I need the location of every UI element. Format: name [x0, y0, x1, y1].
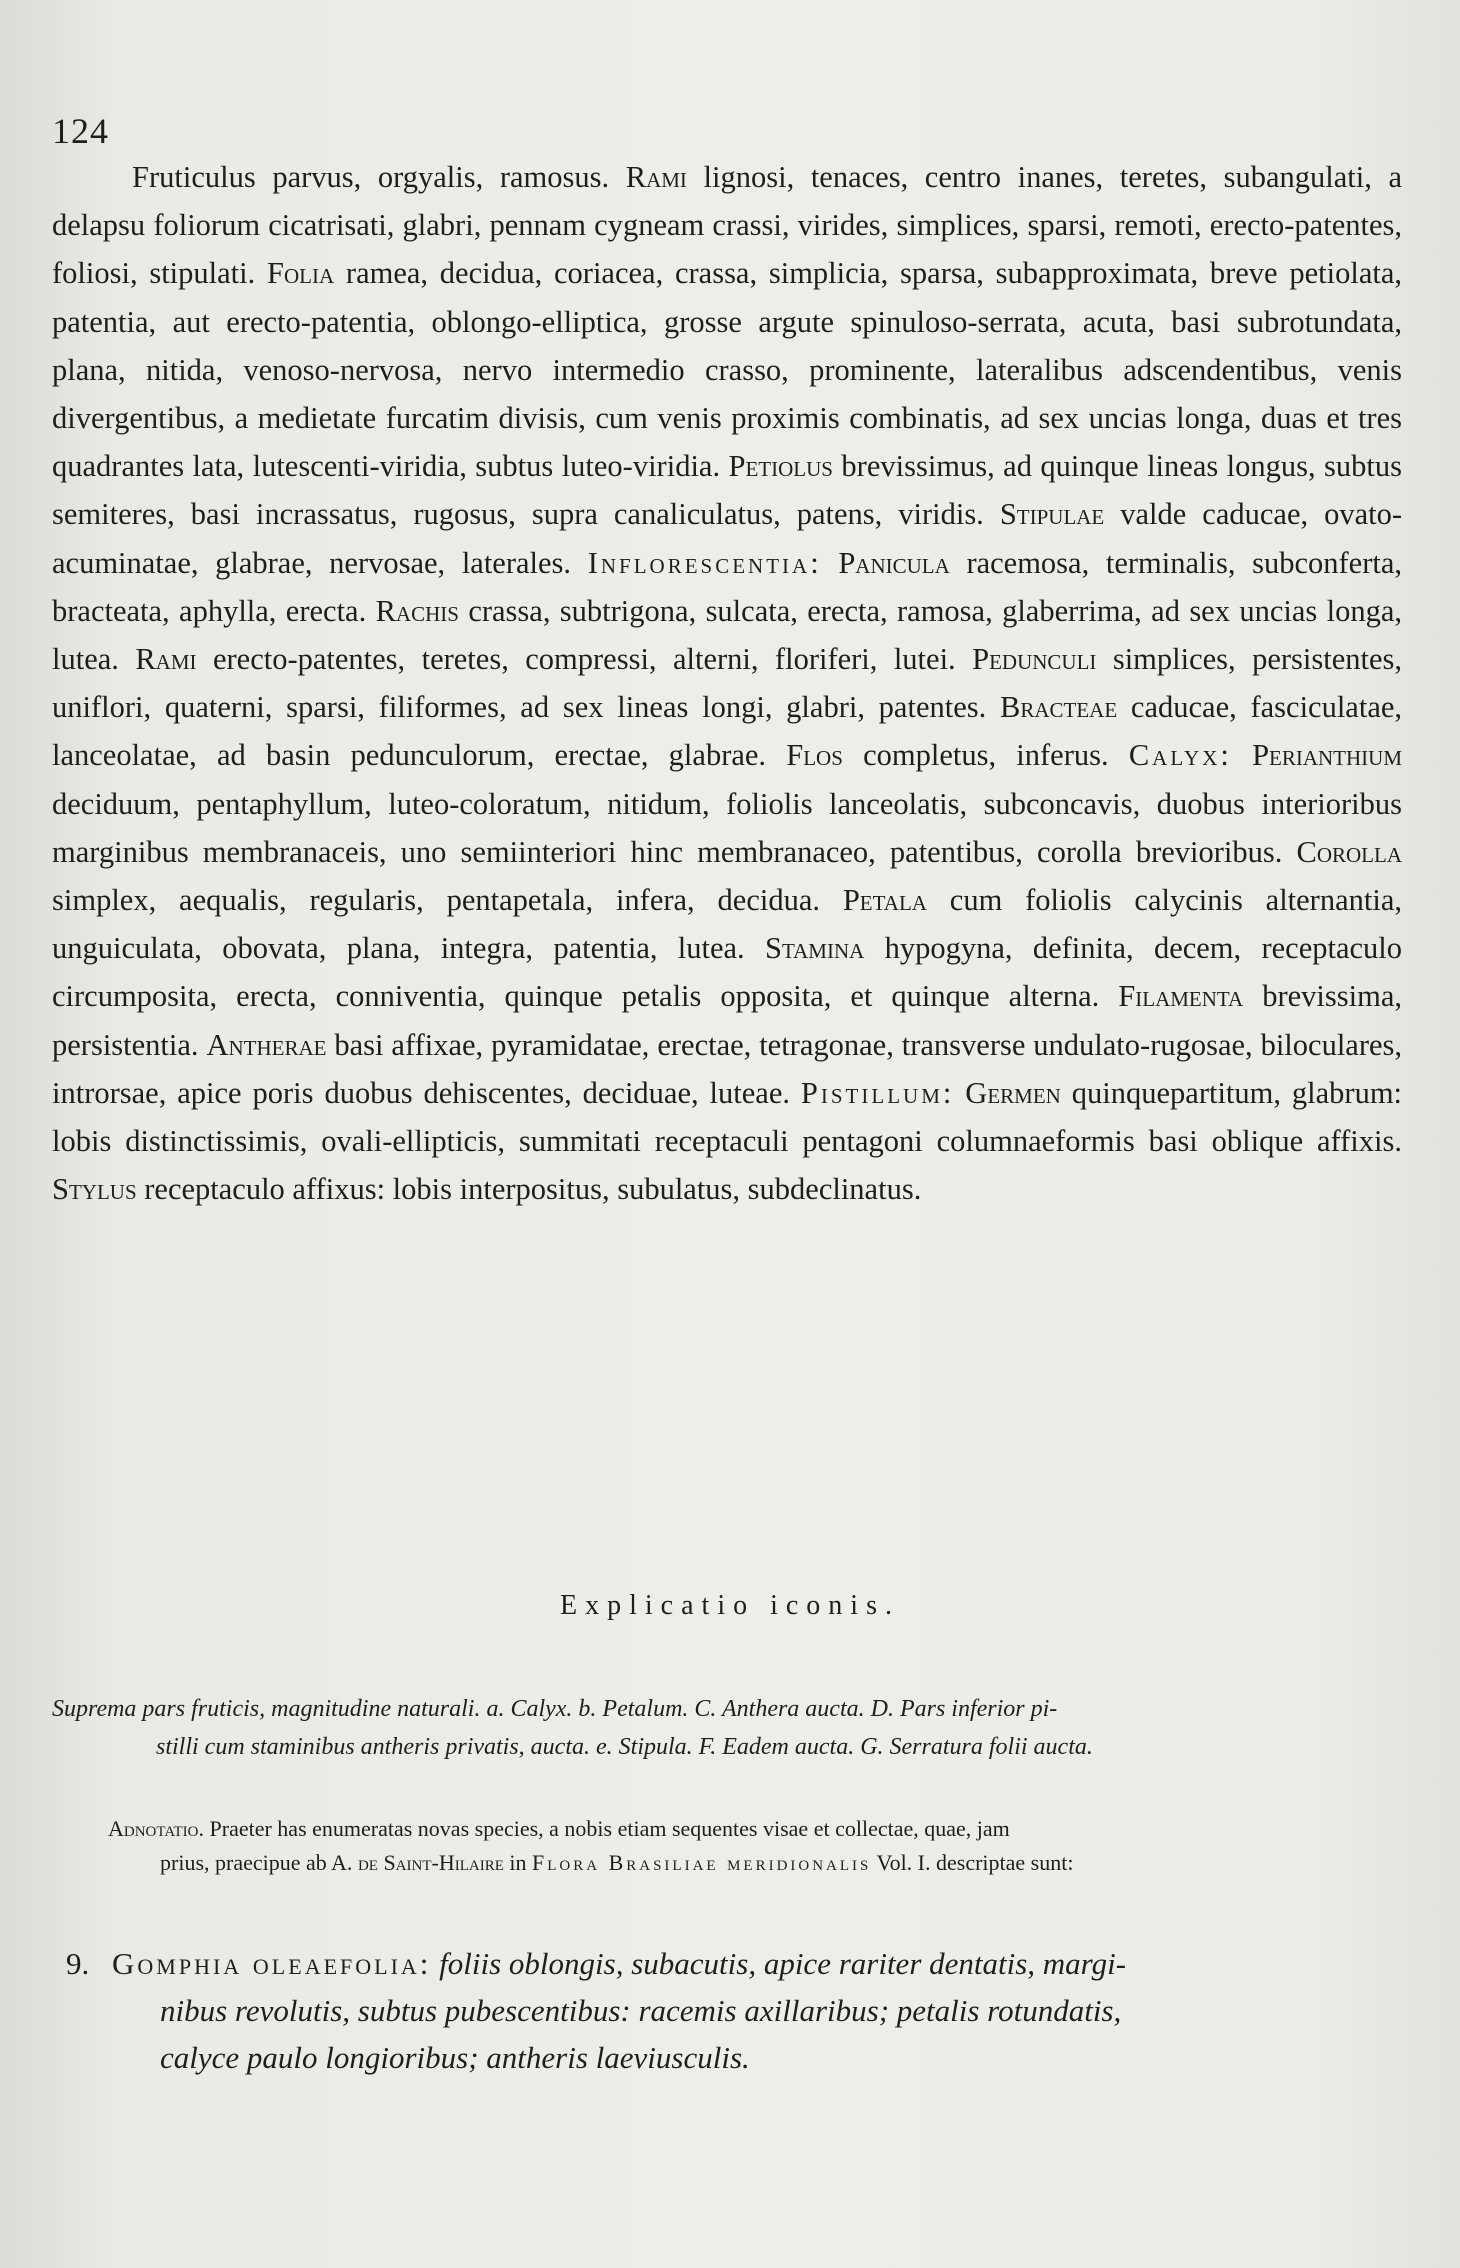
description-text: erecto-patentes, teretes, compressi, alterni, floriferi, lutei. — [212, 642, 956, 677]
description-text: basi affixae, pyramidatae, erectae, tetragonae, transverse undulato-rugosae, biloculares, introrsae, apice poris duobus dehiscentes, deciduae, luteae. — [52, 1027, 1403, 1110]
description-text: quinquepartitum, glabrum: lobis distinctissimis, ovali-ellipticis, summitati receptaculi pentagoni columnaeformis basi oblique affixis. — [52, 1075, 1403, 1159]
species-name: Gomphia oleaefolia: — [112, 1946, 432, 1981]
explicatio-heading: Explicatio iconis. — [560, 1590, 900, 1621]
caption-line-2: stilli cum staminibus antheris privatis, aucta. e. Stipula. F. Eadem aucta. G. Serratura folii aucta. — [156, 1734, 1093, 1760]
term-inflorescentia: Inflorescentia: — [587, 545, 822, 580]
description-text: Fruticulus parvus, orgyalis, ramosus. — [132, 160, 610, 194]
description-text: completus, inferus. — [863, 738, 1109, 773]
term-antherae: Antherae — [206, 1027, 327, 1062]
description-text: hypogyna, definita, decem, receptaculo circumposita, erecta, conniventia, quinque petalis opposita, et quinque alterna. — [52, 931, 1403, 1014]
term-rami: Rami — [135, 642, 197, 677]
annotatio-text: in — [509, 1850, 527, 1875]
annotatio-author: Saint-Hilaire — [383, 1850, 504, 1875]
term-stamina: Stamina — [765, 931, 865, 966]
description-text: crassa, subtrigona, sulcata, erecta, ramosa, glaberrima, ad sex uncias longa, lutea. — [52, 593, 1403, 677]
term-germen: Germen — [965, 1075, 1061, 1110]
annotatio-flora-title: Flora Brasiliae meridionalis — [532, 1850, 872, 1875]
description-text: lignosi, tenaces, centro inanes, teretes, subangulati, a delapsu foliorum cicatrisati, glabri, pennam cygneam crassi, virides, simplices, sparsi, remoti, erecto-patentes, foliosi, stipulati. — [52, 160, 1403, 291]
annotatio-line-2 — [108, 1846, 1406, 1880]
term-stipulae: Stipulae — [999, 497, 1105, 532]
caption-line-1: Suprema pars fruticis, magnitudine naturali. a. Calyx. b. Petalum. C. Anthera aucta. D. Pars inferior pi- — [52, 1696, 1058, 1722]
description-text: simplex, aequalis, regularis, pentapetala, infera, decidua. — [52, 883, 820, 918]
term-corolla: Corolla — [1296, 834, 1403, 869]
term-flos: Flos — [786, 738, 843, 773]
species-diagnosis: foliis oblongis, subacutis, apice rariter dentatis, margi- — [439, 1946, 1127, 1981]
term-folia: Folia — [267, 256, 335, 291]
species-diagnosis-line-2: nibus revolutis, subtus pubescentibus: racemis axillaribus; petalis rotundatis, — [160, 1993, 1122, 2028]
term-filamenta: Filamenta — [1118, 979, 1244, 1014]
term-rachis: Rachis — [375, 593, 459, 628]
page-number: 124 — [52, 111, 109, 151]
term-petala: Petala — [842, 883, 927, 918]
annotatio-text: Praeter has enumeratas novas species, a nobis etiam sequentes visae et collectae, quae, jam — [209, 1816, 1010, 1841]
description-text: brevissima, persistentia. — [52, 979, 1403, 1062]
species-entry — [66, 1940, 1406, 2081]
term-calyx: Calyx: — [1128, 738, 1232, 773]
annotatio-de: de — [357, 1850, 378, 1875]
species-number: 9. — [66, 1946, 90, 1981]
annotatio-label: Adnotatio. — [108, 1816, 205, 1841]
annotatio-text: prius, praecipue ab A. — [160, 1850, 353, 1875]
description-text: deciduum, pentaphyllum, luteo-coloratum, nitidum, foliolis lanceolatis, subconcavis, duobus interioribus marginibus membranaceis, uno semiinteriori hinc membranaceo, patentibus, corolla brevioribus. — [52, 786, 1402, 869]
term-panicula: Panicula — [838, 545, 950, 580]
species-description — [52, 153, 1402, 1213]
description-text: cum foliolis calycinis alternantia, unguiculata, obovata, plana, integra, patentia, lutea. — [52, 883, 1402, 966]
description-text: receptaculo affixus: lobis interpositus, subulatus, subdeclinatus. — [144, 1172, 922, 1207]
term-pistillum: Pistillum: — [800, 1075, 955, 1110]
description-text: valde caducae, ovato-acuminatae, glabrae, nervosae, laterales. — [52, 497, 1403, 580]
description-text: caducae, fasciculatae, lanceolatae, ad basin pedunculorum, erectae, glabrae. — [52, 690, 1403, 773]
annotatio-text: Vol. I. descriptae sunt: — [876, 1850, 1074, 1875]
description-text: brevissimus, ad quinque lineas longus, subtus semiteres, basi incrassatus, rugosus, supra canaliculatus, patens, viridis. — [52, 449, 1403, 532]
term-stylus: Stylus — [52, 1172, 137, 1207]
term-perianthium: Perianthium — [1252, 738, 1403, 773]
description-text: racemosa, terminalis, subconferta, bracteata, aphylla, erecta. — [52, 545, 1403, 628]
description-text: ramea, decidua, coriacea, crassa, simplicia, sparsa, subapproximata, breve petiolata, patentia, aut erecto-patentia, oblongo-elliptica, grosse argute spinuloso-serrata, acuta, basi subrotundata, plana, nitida, venoso-nervosa, nervo intermedio crasso, prominente, lateralibus adscendentibus, venis divergentibus, a medietate furcatim divisis, cum venis proximis combinatis, ad sex uncias longa, duas et tres quadrantes lata, lutescenti-viridia, subtus luteo-viridia. — [52, 256, 1402, 484]
species-diagnosis-line-3: calyce paulo longioribus; antheris laeviusculis. — [160, 2040, 750, 2075]
description-text: simplices, persistentes, uniflori, quaterni, sparsi, filiformes, ad sex lineas longi, glabri, patentes. — [52, 642, 1403, 725]
annotatio-note — [108, 1812, 1406, 1880]
figure-caption — [52, 1690, 1402, 1766]
term-petiolus: Petiolus — [728, 449, 833, 484]
term-rami: Rami — [625, 160, 687, 194]
term-bracteae: Bracteae — [1000, 690, 1118, 725]
term-pedunculi: Pedunculi — [972, 642, 1097, 677]
